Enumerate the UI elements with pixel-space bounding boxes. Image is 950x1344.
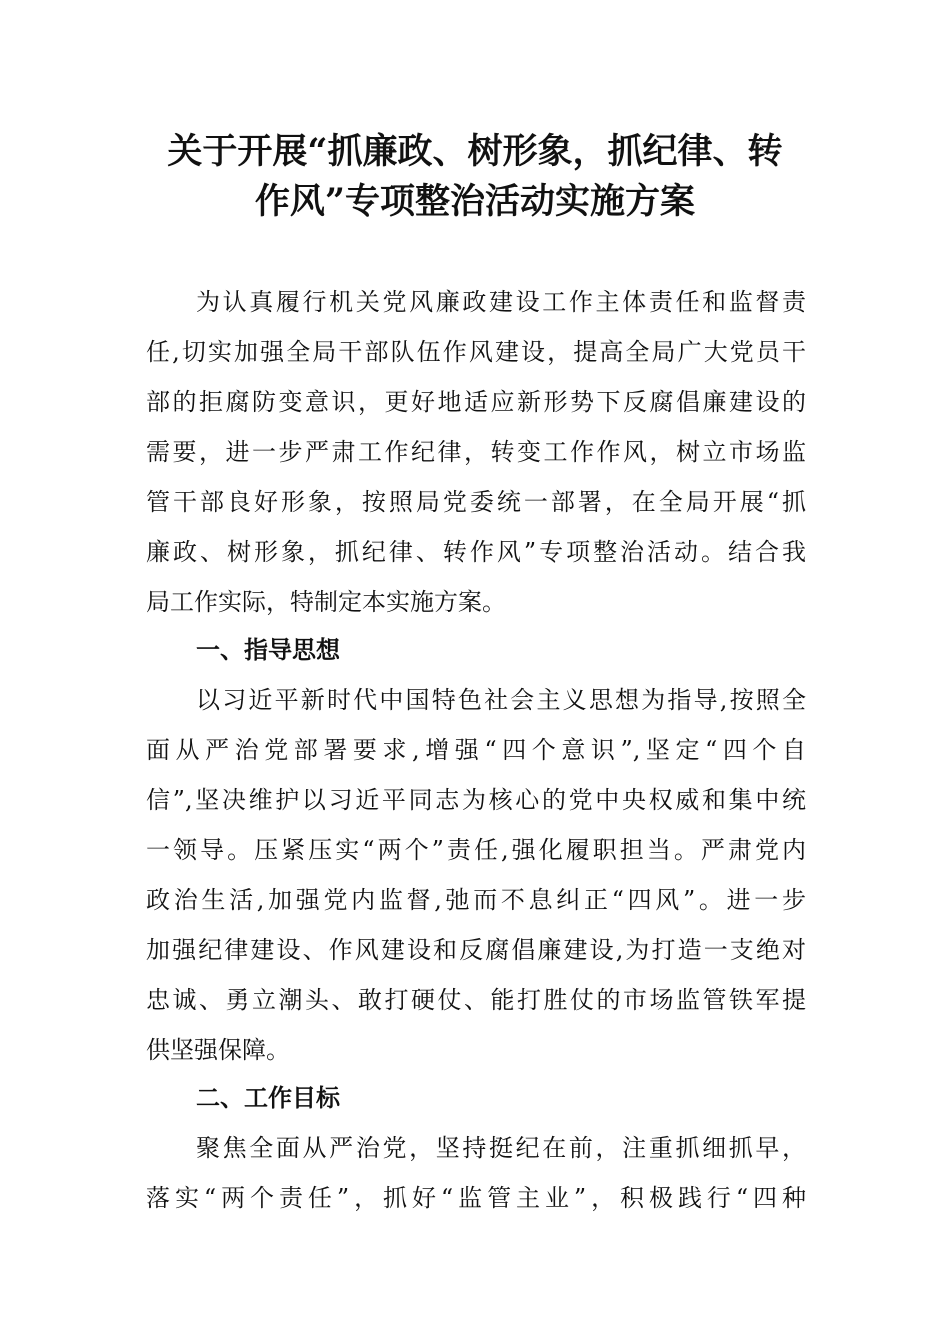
section-1-line-8: 供坚强保障。 <box>146 1036 290 1064</box>
intro-line-1: 为认真履行机关党风廉政建设工作主体责任和监督责 <box>196 288 806 316</box>
intro-line-7: 局工作实际，特制定本实施方案。 <box>146 588 506 616</box>
section-1-heading: 一、指导思想 <box>196 636 340 664</box>
intro-line-2: 任,切实加强全局干部队伍作风建设，提高全局广大党员干 <box>146 338 806 366</box>
section-1-line-3: 信”,坚决维护以习近平同志为核心的党中央权威和集中统 <box>146 786 806 814</box>
section-1-line-1: 以习近平新时代中国特色社会主义思想为指导,按照全 <box>196 686 806 714</box>
section-1-line-4: 一领导。压紧压实“两个”责任,强化履职担当。严肃党内 <box>146 836 806 864</box>
intro-line-6: 廉政、树形象，抓纪律、转作风”专项整治活动。结合我 <box>146 538 806 566</box>
section-1-line-2: 面从严治党部署要求,增强“四个意识”,坚定“四个自 <box>146 736 806 764</box>
section-1-line-7: 忠诚、勇立潮头、敢打硬仗、能打胜仗的市场监管铁军提 <box>146 986 806 1014</box>
intro-line-5: 管干部良好形象，按照局党委统一部署，在全局开展“抓 <box>146 488 806 516</box>
section-1-line-5: 政治生活,加强党内监督,弛而不息纠正“四风”。进一步 <box>146 886 806 914</box>
section-2-heading: 二、工作目标 <box>196 1084 340 1112</box>
document-title-line-2: 作风”专项整治活动实施方案 <box>254 181 696 222</box>
section-2-line-1: 聚焦全面从严治党，坚持挺纪在前，注重抓细抓早， <box>196 1134 806 1162</box>
section-1-line-6: 加强纪律建设、作风建设和反腐倡廉建设,为打造一支绝对 <box>146 936 806 964</box>
document-title-line-1: 关于开展“抓廉政、树形象，抓纪律、转 <box>167 131 783 172</box>
section-2-line-2: 落实“两个责任”，抓好“监管主业”，积极践行“四种 <box>146 1184 806 1212</box>
intro-line-3: 部的拒腐防变意识，更好地适应新形势下反腐倡廉建设的 <box>146 388 806 416</box>
intro-line-4: 需要，进一步严肃工作纪律，转变工作作风，树立市场监 <box>146 438 806 466</box>
